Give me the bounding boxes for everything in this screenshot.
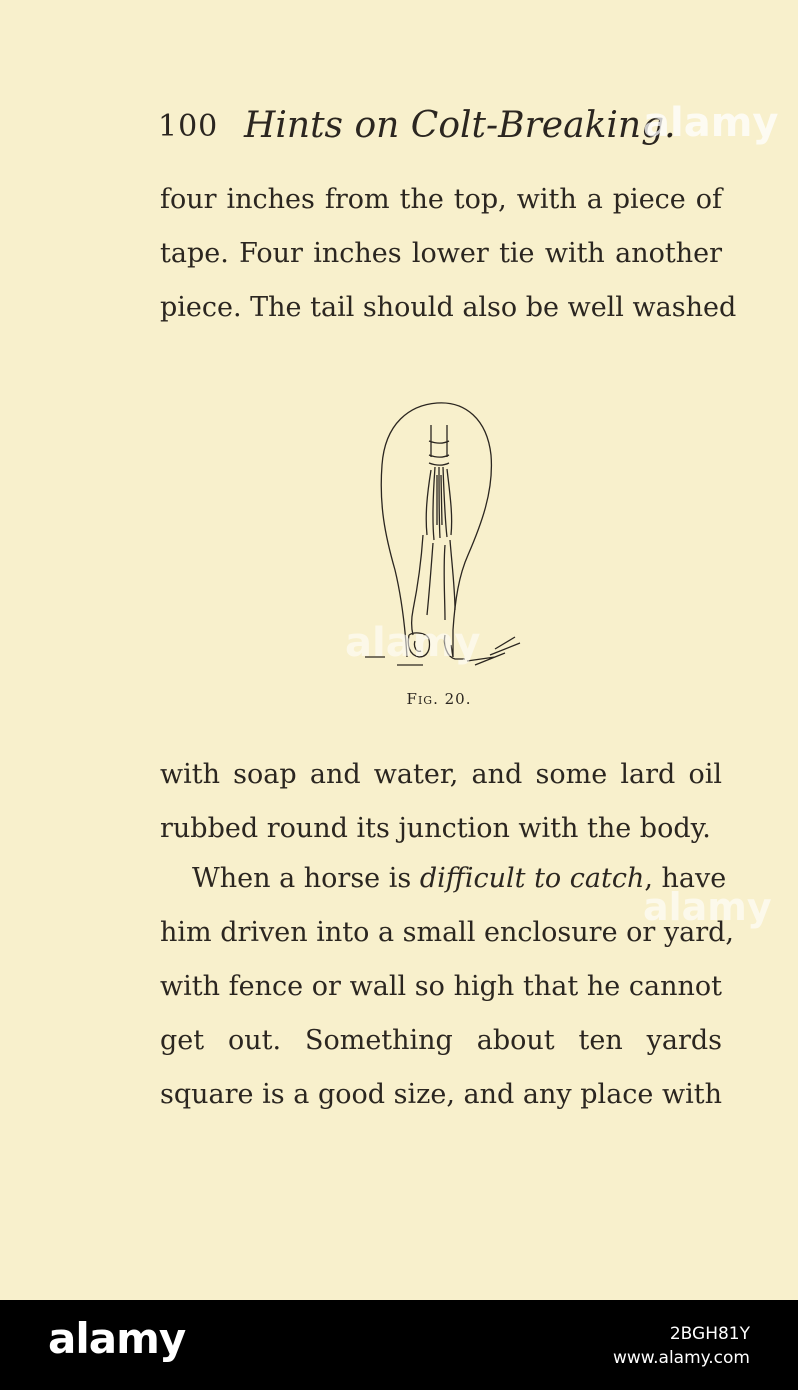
text-line: square is a good size, and any place with bbox=[160, 1079, 722, 1110]
figure-caption bbox=[0, 690, 798, 708]
paragraph-bottom bbox=[160, 748, 722, 856]
text-line: tape. Four inches lower tie with another bbox=[160, 238, 722, 269]
caption-number: . 20. bbox=[433, 690, 472, 708]
page-header bbox=[158, 105, 676, 155]
watermark-logo: alamy bbox=[345, 620, 481, 666]
text-line: get out. Something about ten yards bbox=[160, 1025, 722, 1056]
text-line: four inches from the top, with a piece of bbox=[160, 184, 722, 215]
italic-phrase: difficult to catch bbox=[419, 863, 645, 894]
text-run: , have bbox=[644, 863, 727, 894]
tail-dock bbox=[429, 425, 449, 465]
page-number: 100 bbox=[158, 109, 219, 144]
paragraph-difficult-to-catch bbox=[160, 852, 735, 1122]
watermark-logo: alamy bbox=[643, 100, 779, 146]
text-line: him driven into a small enclosure or yard, bbox=[160, 917, 735, 948]
paragraph-top bbox=[160, 173, 737, 335]
footer-logo: alamy bbox=[48, 1314, 186, 1363]
right-hind-leg bbox=[444, 540, 455, 620]
image-id: 2BGH81Y bbox=[669, 1324, 750, 1344]
text-run: When a horse is bbox=[192, 863, 420, 894]
text-line: piece. The tail should also be well washed bbox=[160, 292, 737, 323]
text-line: with fence or wall so high that he cannot bbox=[160, 971, 722, 1002]
footer-image-info bbox=[613, 1322, 750, 1370]
caption-prefix: F bbox=[406, 690, 418, 708]
tail-hair bbox=[426, 467, 451, 540]
site-url: www.alamy.com bbox=[612, 1348, 750, 1368]
text-line: with soap and water, and some lard oil bbox=[160, 759, 722, 790]
running-title: Hints on Colt-Breaking. bbox=[244, 105, 676, 146]
caption-smallcaps: IG bbox=[417, 694, 434, 707]
horse-rump-outline bbox=[381, 403, 491, 657]
watermark-logo: alamy bbox=[643, 885, 772, 929]
text-line bbox=[160, 852, 727, 906]
text-line: rubbed round its junction with the body. bbox=[160, 813, 711, 844]
